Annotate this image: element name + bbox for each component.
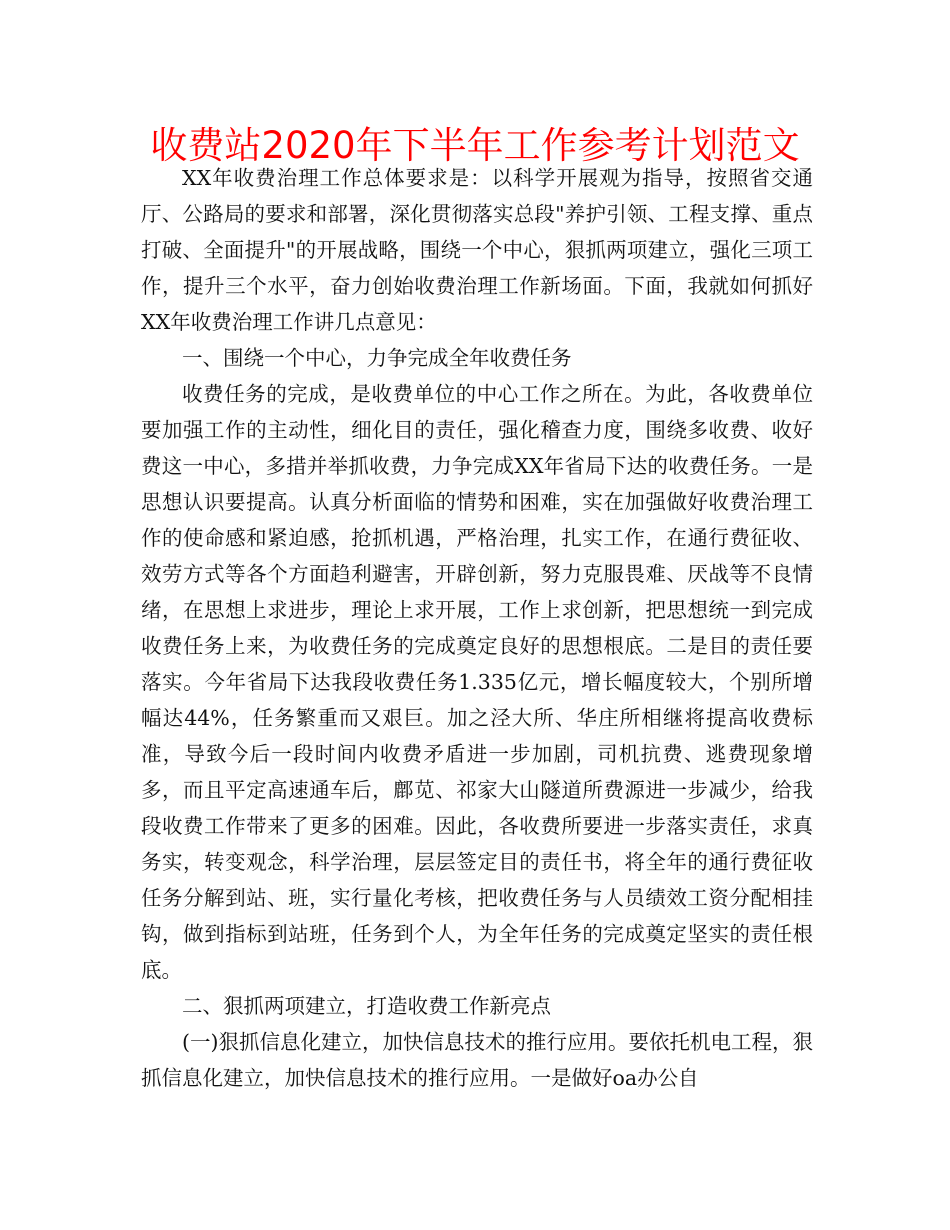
section-1-paragraph: 收费任务的完成，是收费单位的中心工作之所在。为此，各收费单位要加强工作的主动性，细化目的责任，强化稽查力度，围绕多收费、收好费这一中心，多措并举抓收费，力争完成XX年省局下达的收费任务。一是思想认识要提高。认真分析面临的情势和困难，实在加强做好收费治理工作的使命感和紧迫感，抢抓机遇，严格治理，扎实工作，在通行费征收、效劳方式等各个方面趋利避害，开辟创新，努力克服畏难、厌战等不良情绪，在思想上求进步，理论上求开展，工作上求创新，把思想统一到完成收费任务上来，为收费任务的完成奠定良好的思想根底。二是目的责任要落实。今年省局下达我段收费任务1.335亿元，增长幅度较大，个别所增幅达44%，任务繁重而又艰巨。加之泾大所、华庄所相继将提高收费标准，导致今后一段时间内收费矛盾进一步加剧，司机抗费、逃费现象增多，而且平定高速通车后，鄜苋、祁家大山隧道所费源进一步减少，给我段收费工作带来了更多的困难。因此，各收费所要进一步落实责任，求真务实，转变观念，科学治理，层层签定目的责任书，将全年的通行费征收任务分解到站、班，实行量化考核，把收费任务与人员绩效工资分配相挂钩，做到指标到站班，任务到个人，为全年任务的完成奠定坚实的责任根底。 <box>141 382 813 982</box>
intro-paragraph: XX年收费治理工作总体要求是：以科学开展观为指导，按照省交通厅、公路局的要求和部署，深化贯彻落实总段"养护引领、工程支撑、重点打破、全面提升"的开展战略，围绕一个中心，狠抓两项建立，强化三项工作，提升三个水平，奋力创始收费治理工作新场面。下面，我就如何抓好XX年收费治理工作讲几点意见： <box>141 166 813 334</box>
document-body <box>141 160 813 1096</box>
section-heading-2: 二、狠抓两项建立，打造收费工作新亮点 <box>182 994 551 1018</box>
section-2-paragraph: (一)狠抓信息化建立，加快信息技术的推行应用。要依托机电工程，狠抓信息化建立，加快信息技术的推行应用。一是做好oa办公自 <box>141 1030 813 1090</box>
document-title: 收费站2020年下半年工作参考计划范文 <box>150 124 800 167</box>
section-heading-1: 一、围绕一个中心，力争完成全年收费任务 <box>182 346 572 370</box>
